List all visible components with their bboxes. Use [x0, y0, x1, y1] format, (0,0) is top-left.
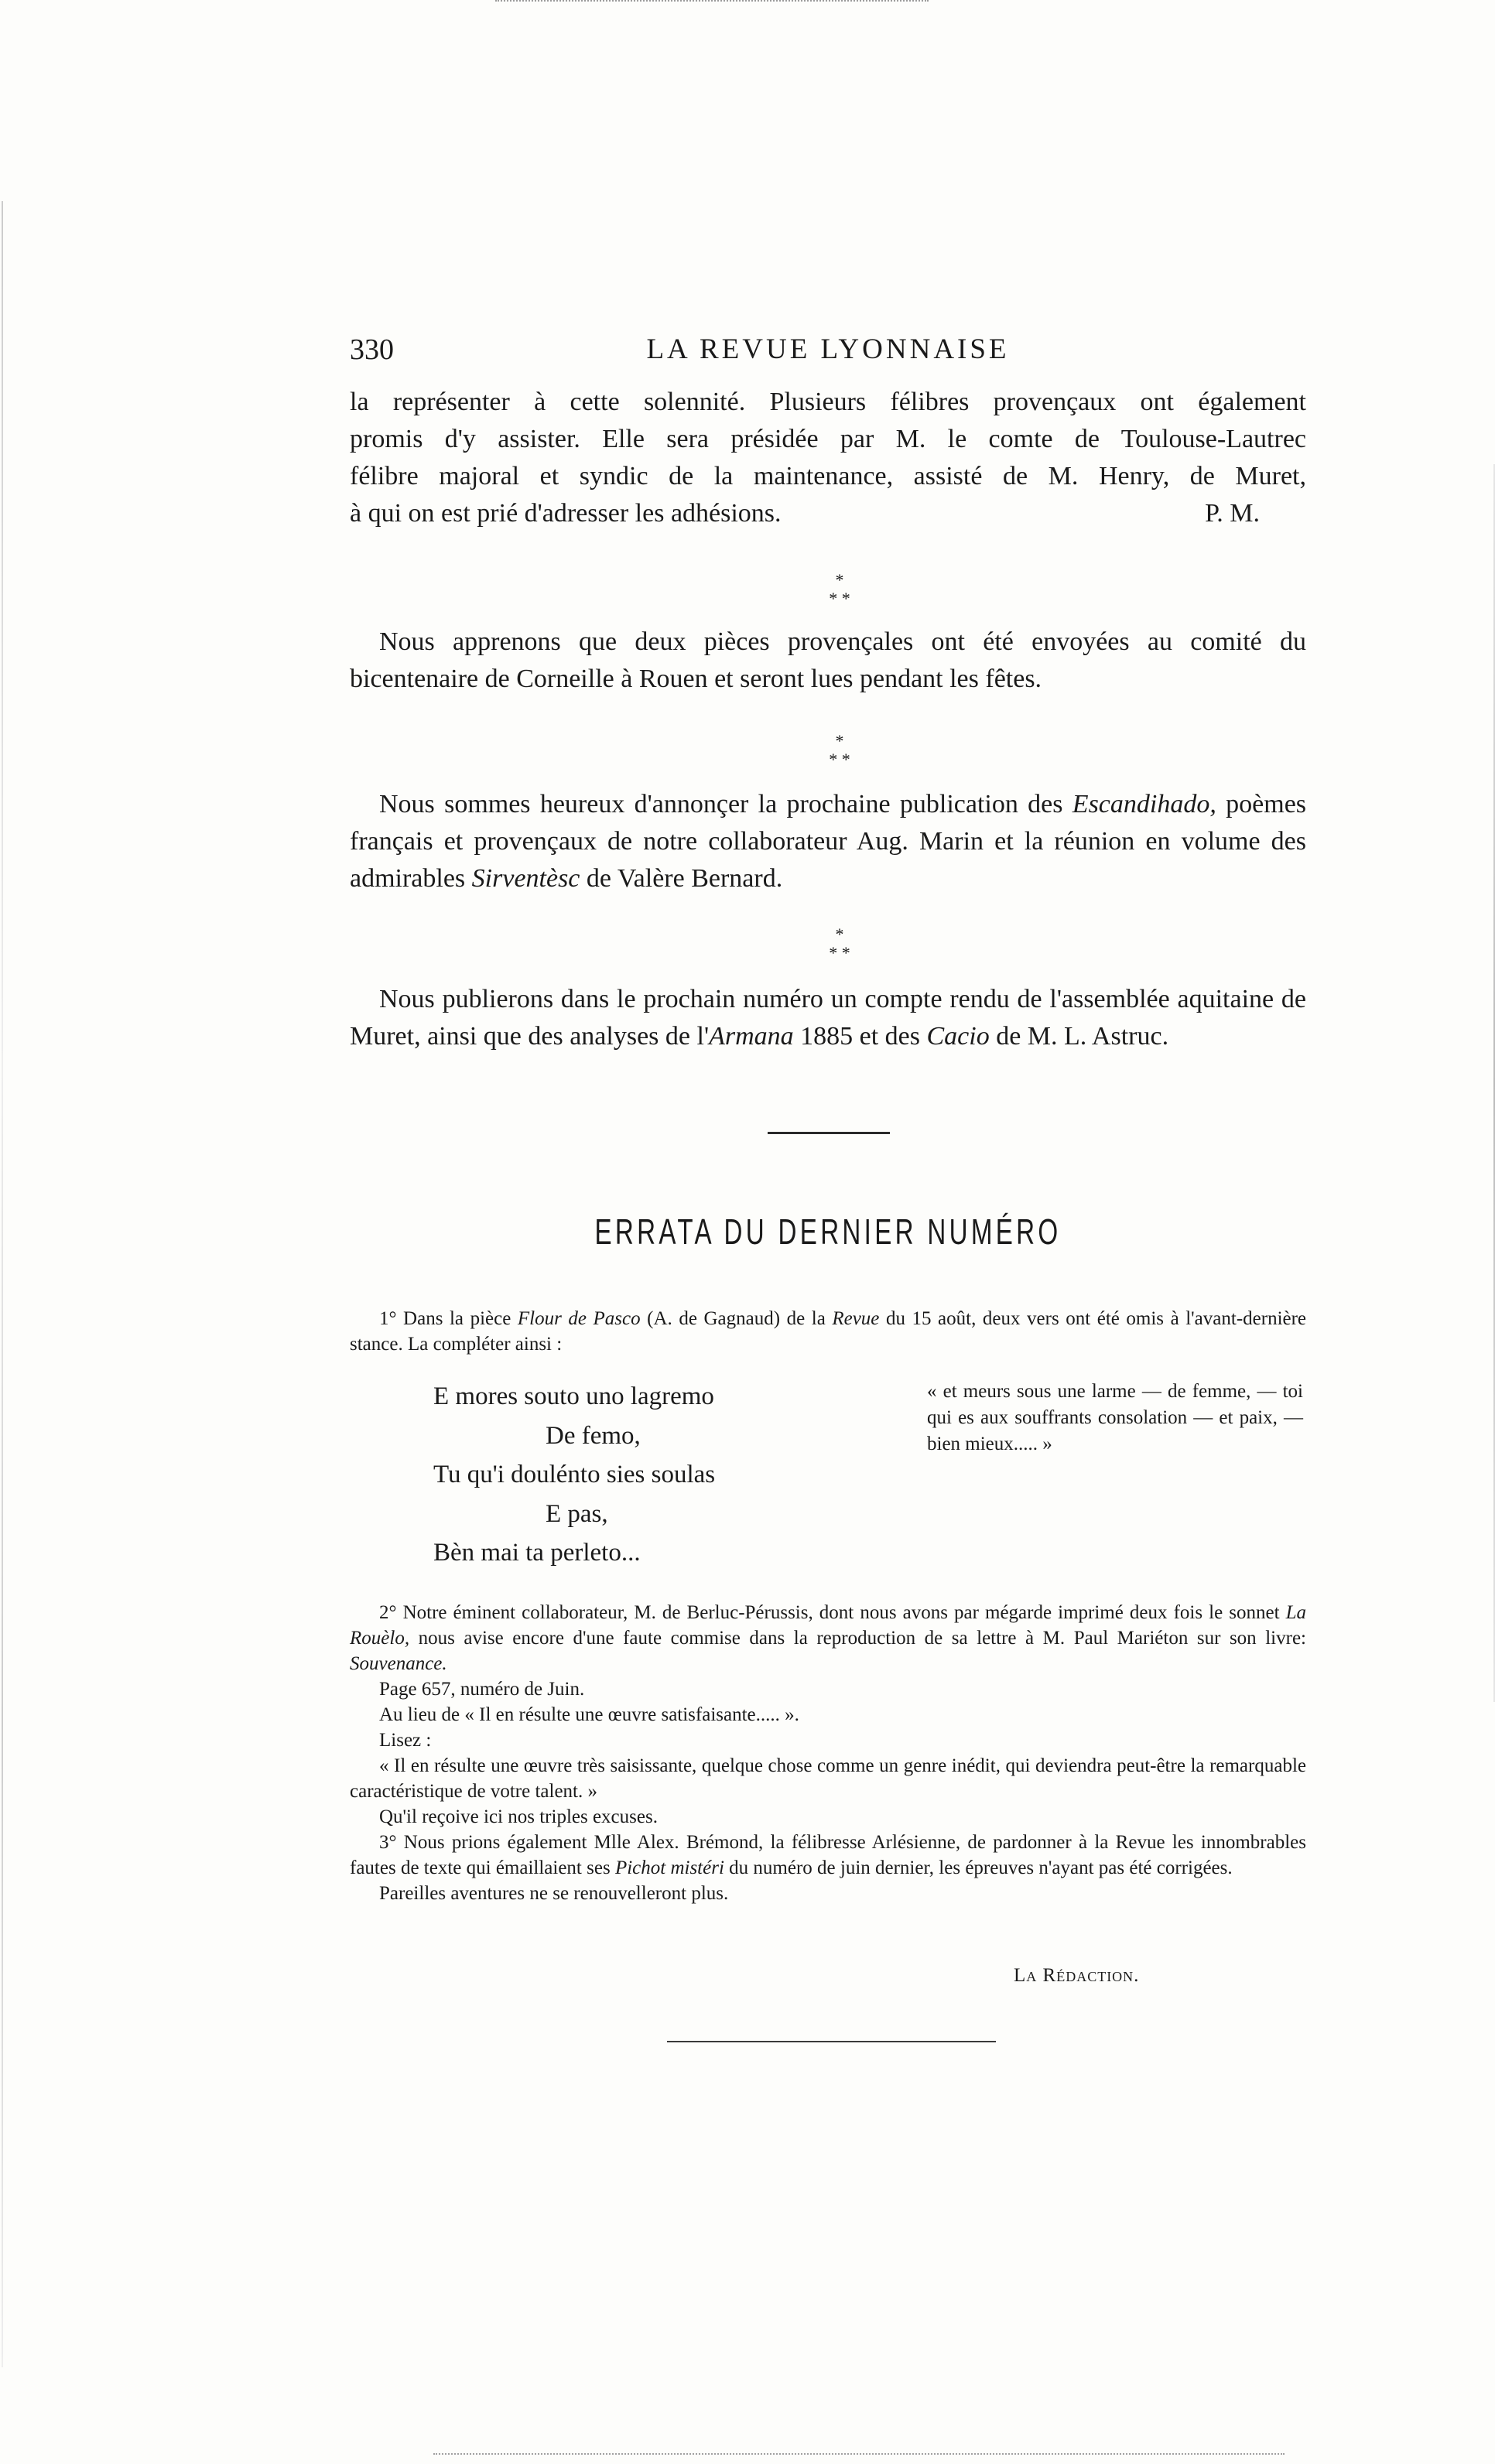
errata-item-3-text	[350, 1830, 1306, 1881]
asterism-1	[789, 571, 890, 608]
apology: Qu'il reçoive ici nos triples excuses.	[379, 1806, 658, 1827]
provencal-verse	[433, 1377, 867, 1573]
asterism-star: *	[835, 924, 844, 944]
verse-line-1: E mores souto uno lagremo	[433, 1382, 714, 1410]
para2-text: Nous apprenons que deux pièces provençales ont été envoyées au comité du bicentenaire de Corneille à Rouen et seront lues pendant les fêtes.	[350, 627, 1306, 693]
errata-title: ERRATA DU DERNIER NUMÉRO	[594, 1211, 1062, 1252]
para3-text	[350, 786, 1306, 897]
journal-title: LA REVUE LYONNAISE	[646, 333, 1010, 365]
paragraph-1	[350, 384, 1306, 532]
scan-edge-bottom	[433, 2449, 1285, 2455]
scan-edge-top	[495, 0, 929, 8]
incorrect-text: Au lieu de « Il en résulte une œuvre satisfaisante..... ».	[379, 1704, 799, 1725]
signature: La Rédaction.	[1014, 1965, 1140, 1986]
asterism-stars: * *	[829, 750, 850, 769]
verse-line-3: Tu qu'i doulénto sies soulas	[433, 1461, 716, 1488]
title-flour-de-pasco: Flour de Pasco	[517, 1308, 641, 1329]
paragraph-4	[350, 981, 1306, 1055]
para4-part: de M. L. Astruc.	[989, 1022, 1169, 1051]
closing-line: Pareilles aventures ne se renouvelleront plus.	[379, 1883, 729, 1904]
page-reference: Page 657, numéro de Juin.	[379, 1679, 585, 1700]
para4-part: 1885 et des	[793, 1022, 927, 1051]
section-divider	[768, 1132, 890, 1134]
errata-part: du 15 août, deux vers ont été omis à l'avant-dernière stance. La compléter ainsi :	[350, 1308, 1307, 1355]
verse-line-4: E pas,	[546, 1499, 608, 1528]
verse-translation: « et meurs sous une larme — de femme, — toi qui es aux souffrants consolation — et paix, — bien mieux..... »	[927, 1381, 1303, 1454]
title-armana: Armana	[709, 1022, 794, 1051]
asterism-star: *	[835, 731, 844, 750]
para4-part: Nous publierons dans le prochain numéro un compte rendu de l'assemblée aquitaine de Muret, ainsi que des analyses de l'	[350, 985, 1306, 1051]
title-souvenance: Souvenance.	[350, 1653, 447, 1674]
errata-part: du numéro de juin dernier, les épreuves n'ayant pas été corrigées.	[724, 1857, 1233, 1878]
asterism-2	[789, 732, 890, 769]
errata-part: 2° Notre éminent collaborateur, M. de Berluc-Pérussis, dont nous avons par mégarde imprimé deux fois le sonnet	[379, 1602, 1286, 1623]
asterism-star: *	[835, 570, 844, 590]
corrected-text: « Il en résulte une œuvre très saisissante, quelque chose comme un genre inédit, qui deviendra peut-être la remarquable caractéristique de votre talent. »	[350, 1755, 1306, 1802]
running-header	[350, 333, 1306, 379]
para1-line-4	[350, 495, 1306, 532]
verse-line-5: Bèn mai ta perleto...	[433, 1539, 641, 1567]
para3-part: poèmes français et provençaux de notre collaborateur Aug. Marin et la réunion en volume des admirables	[350, 790, 1307, 893]
errata-items-2-3	[350, 1600, 1306, 1906]
errata-part: 1° Dans la pièce	[379, 1308, 518, 1329]
author-initials: P. M.	[1205, 499, 1260, 528]
para1-line-1: la représenter à cette solennité. Plusieurs félibres provençaux ont également	[350, 388, 1306, 416]
title-cacio: Cacio	[926, 1022, 990, 1051]
para3-part: Nous sommes heureux d'annonçer la prochaine publication des	[379, 790, 1072, 818]
paragraph-3	[350, 786, 1306, 897]
para1-line-3: félibre majoral et syndic de la maintenance, assisté de M. Henry, de Muret,	[350, 462, 1306, 490]
errata-item-2-text	[350, 1600, 1306, 1676]
title-sirventesc: Sirventèsc	[471, 864, 580, 893]
para1-line-2: promis d'y assister. Elle sera présidée par M. le comte de Toulouse-Lautrec	[350, 425, 1306, 453]
errata-item-1-text	[350, 1306, 1306, 1357]
asterism-stars: * *	[829, 943, 850, 962]
errata-part: 3° Nous prions également Mlle Alex. Brémond, la félibresse Arlésienne, de pardonner à la Revue les innombrables fautes de texte qui émaillaient ses	[350, 1832, 1306, 1878]
errata-item-1	[350, 1306, 1306, 1357]
title-la-rouelo: La Rouèlo,	[350, 1602, 1306, 1649]
read-label: Lisez :	[379, 1730, 432, 1751]
para4-text	[350, 981, 1306, 1055]
errata-part: (A. de Gagnaud) de la	[640, 1308, 833, 1329]
para1-last-line: à qui on est prié d'adresser les adhésions.	[350, 499, 782, 528]
title-escandihado: Escandihado,	[1072, 790, 1216, 818]
verse-line-2: De femo,	[546, 1421, 641, 1450]
title-pichot-misteri: Pichot mistéri	[614, 1857, 724, 1878]
paragraph-2	[350, 624, 1306, 698]
page-number: 330	[350, 333, 394, 366]
title-revue: Revue	[832, 1308, 880, 1329]
asterism-3	[789, 925, 890, 962]
asterism-stars: * *	[829, 589, 850, 608]
para3-part: de Valère Bernard.	[580, 864, 783, 893]
scan-edge-left	[2, 201, 3, 2367]
errata-part: nous avise encore d'une faute commise dans la reproduction de sa lettre à M. Paul Mariéton sur son livre:	[409, 1628, 1306, 1649]
end-rule	[667, 2041, 996, 2042]
